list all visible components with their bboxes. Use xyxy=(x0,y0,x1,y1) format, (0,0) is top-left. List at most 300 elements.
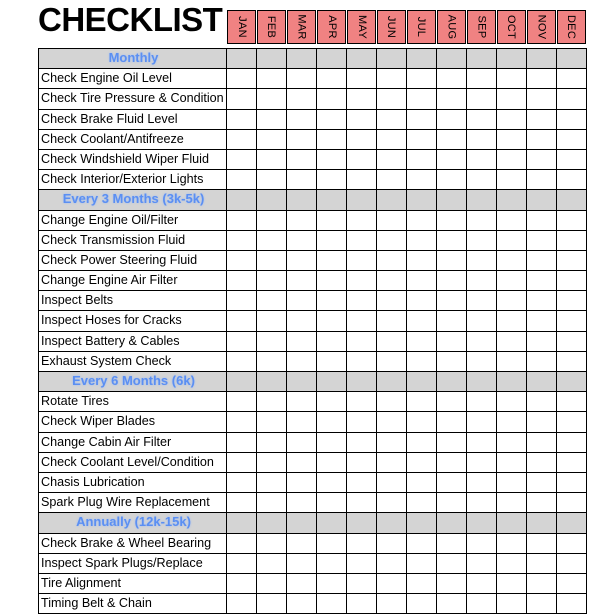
check-cell-sep[interactable] xyxy=(467,110,497,130)
check-cell-apr[interactable] xyxy=(317,170,347,190)
check-cell-nov[interactable] xyxy=(527,130,557,150)
check-cell-jul[interactable] xyxy=(407,352,437,372)
check-cell-apr[interactable] xyxy=(317,311,347,331)
check-cell-apr[interactable] xyxy=(317,251,347,271)
check-cell-feb[interactable] xyxy=(257,392,287,412)
check-cell-aug[interactable] xyxy=(437,493,467,513)
check-cell-jun[interactable] xyxy=(377,574,407,594)
check-cell-dec[interactable] xyxy=(557,130,587,150)
check-cell-oct[interactable] xyxy=(497,332,527,352)
check-cell-oct[interactable] xyxy=(497,493,527,513)
check-cell-may[interactable] xyxy=(347,311,377,331)
check-cell-apr[interactable] xyxy=(317,69,347,89)
check-cell-jul[interactable] xyxy=(407,412,437,432)
check-cell-mar[interactable] xyxy=(287,433,317,453)
check-cell-oct[interactable] xyxy=(497,392,527,412)
check-cell-mar[interactable] xyxy=(287,473,317,493)
check-cell-apr[interactable] xyxy=(317,89,347,109)
check-cell-jun[interactable] xyxy=(377,69,407,89)
check-cell-jun[interactable] xyxy=(377,412,407,432)
check-cell-feb[interactable] xyxy=(257,110,287,130)
section-label: Annually (12k-15k) xyxy=(39,513,227,533)
check-cell-jun[interactable] xyxy=(377,291,407,311)
check-cell-apr[interactable] xyxy=(317,493,347,513)
check-cell-feb[interactable] xyxy=(257,493,287,513)
check-cell-sep[interactable] xyxy=(467,69,497,89)
check-cell-dec[interactable] xyxy=(557,211,587,231)
check-cell-may[interactable] xyxy=(347,332,377,352)
check-cell-dec[interactable] xyxy=(557,493,587,513)
check-cell-jun[interactable] xyxy=(377,352,407,372)
check-cell-oct[interactable] xyxy=(497,271,527,291)
check-cell-nov[interactable] xyxy=(527,211,557,231)
month-header-apr xyxy=(317,10,346,44)
check-cell-sep[interactable] xyxy=(467,231,497,251)
check-cell-feb[interactable] xyxy=(257,352,287,372)
check-cell-jul[interactable] xyxy=(407,493,437,513)
check-cell-aug[interactable] xyxy=(437,130,467,150)
check-cell-mar[interactable] xyxy=(287,412,317,432)
check-cell-jun[interactable] xyxy=(377,311,407,331)
check-cell-aug[interactable] xyxy=(437,554,467,574)
check-cell-feb[interactable] xyxy=(257,69,287,89)
check-cell-feb[interactable] xyxy=(257,291,287,311)
check-cell-nov[interactable] xyxy=(527,534,557,554)
check-cell-oct[interactable] xyxy=(497,110,527,130)
check-cell-jul[interactable] xyxy=(407,534,437,554)
check-cell-sep[interactable] xyxy=(467,554,497,574)
check-cell-oct[interactable] xyxy=(497,170,527,190)
check-cell-jan[interactable] xyxy=(227,170,257,190)
check-cell-may[interactable] xyxy=(347,594,377,614)
check-cell-oct[interactable] xyxy=(497,150,527,170)
check-cell-dec[interactable] xyxy=(557,110,587,130)
check-cell-feb[interactable] xyxy=(257,130,287,150)
check-cell-dec[interactable] xyxy=(557,251,587,271)
check-cell-jun[interactable] xyxy=(377,150,407,170)
check-cell-feb[interactable] xyxy=(257,211,287,231)
check-cell-apr[interactable] xyxy=(317,554,347,574)
check-cell-jul[interactable] xyxy=(407,110,437,130)
check-cell-oct[interactable] xyxy=(497,69,527,89)
check-cell-sep[interactable] xyxy=(467,352,497,372)
check-cell-jul[interactable] xyxy=(407,332,437,352)
check-cell-aug[interactable] xyxy=(437,311,467,331)
check-cell-mar[interactable] xyxy=(287,89,317,109)
check-cell-oct[interactable] xyxy=(497,231,527,251)
check-cell-oct[interactable] xyxy=(497,594,527,614)
check-cell-feb[interactable] xyxy=(257,594,287,614)
check-cell-jun[interactable] xyxy=(377,433,407,453)
check-cell-jun[interactable] xyxy=(377,392,407,412)
check-cell-oct[interactable] xyxy=(497,311,527,331)
check-cell-jan[interactable] xyxy=(227,433,257,453)
check-cell-sep[interactable] xyxy=(467,473,497,493)
check-cell-jul[interactable] xyxy=(407,594,437,614)
check-cell-oct[interactable] xyxy=(497,534,527,554)
check-cell-nov[interactable] xyxy=(527,473,557,493)
check-cell-apr[interactable] xyxy=(317,534,347,554)
check-cell-apr[interactable] xyxy=(317,433,347,453)
check-cell-jun[interactable] xyxy=(377,594,407,614)
check-cell-aug[interactable] xyxy=(437,251,467,271)
check-cell-jan[interactable] xyxy=(227,150,257,170)
check-cell-dec[interactable] xyxy=(557,594,587,614)
check-cell-sep[interactable] xyxy=(467,271,497,291)
check-cell-mar[interactable] xyxy=(287,332,317,352)
table-row xyxy=(39,534,587,554)
check-cell-may[interactable] xyxy=(347,130,377,150)
check-cell-dec[interactable] xyxy=(557,574,587,594)
check-cell-mar[interactable] xyxy=(287,170,317,190)
check-cell-feb[interactable] xyxy=(257,433,287,453)
check-cell-may[interactable] xyxy=(347,251,377,271)
check-cell-jan[interactable] xyxy=(227,554,257,574)
check-cell-sep[interactable] xyxy=(467,211,497,231)
check-cell-apr[interactable] xyxy=(317,211,347,231)
check-cell-nov[interactable] xyxy=(527,271,557,291)
check-cell-aug[interactable] xyxy=(437,291,467,311)
check-cell-may[interactable] xyxy=(347,493,377,513)
check-cell-jul[interactable] xyxy=(407,433,437,453)
check-cell-nov[interactable] xyxy=(527,574,557,594)
check-cell-mar[interactable] xyxy=(287,311,317,331)
check-cell-may[interactable] xyxy=(347,352,377,372)
check-cell-nov[interactable] xyxy=(527,433,557,453)
check-cell-may[interactable] xyxy=(347,271,377,291)
check-cell-jan[interactable] xyxy=(227,311,257,331)
check-cell-may[interactable] xyxy=(347,110,377,130)
check-cell-aug[interactable] xyxy=(437,69,467,89)
check-cell-may[interactable] xyxy=(347,211,377,231)
task-label: Rotate Tires xyxy=(39,392,227,412)
check-cell-jul[interactable] xyxy=(407,251,437,271)
check-cell-dec[interactable] xyxy=(557,392,587,412)
check-cell-dec[interactable] xyxy=(557,170,587,190)
check-cell-mar[interactable] xyxy=(287,554,317,574)
check-cell-mar[interactable] xyxy=(287,271,317,291)
check-cell-jun[interactable] xyxy=(377,493,407,513)
check-cell-nov[interactable] xyxy=(527,69,557,89)
check-cell-may[interactable] xyxy=(347,392,377,412)
check-cell-aug[interactable] xyxy=(437,534,467,554)
check-cell-apr[interactable] xyxy=(317,110,347,130)
check-cell-apr[interactable] xyxy=(317,574,347,594)
check-cell-sep[interactable] xyxy=(467,170,497,190)
check-cell-aug[interactable] xyxy=(437,150,467,170)
check-cell-apr[interactable] xyxy=(317,594,347,614)
check-cell-mar[interactable] xyxy=(287,130,317,150)
month-label: JUL xyxy=(415,16,428,38)
check-cell-jul[interactable] xyxy=(407,554,437,574)
check-cell-oct[interactable] xyxy=(497,412,527,432)
check-cell-apr[interactable] xyxy=(317,332,347,352)
check-cell-jul[interactable] xyxy=(407,291,437,311)
check-cell-sep[interactable] xyxy=(467,594,497,614)
check-cell-jul[interactable] xyxy=(407,231,437,251)
check-cell-mar[interactable] xyxy=(287,594,317,614)
check-cell-sep[interactable] xyxy=(467,453,497,473)
check-cell-dec[interactable] xyxy=(557,433,587,453)
check-cell-jul[interactable] xyxy=(407,392,437,412)
check-cell-oct[interactable] xyxy=(497,453,527,473)
check-cell-jan[interactable] xyxy=(227,392,257,412)
check-cell-nov[interactable] xyxy=(527,231,557,251)
check-cell-nov[interactable] xyxy=(527,89,557,109)
check-cell-jan[interactable] xyxy=(227,110,257,130)
check-cell-feb[interactable] xyxy=(257,231,287,251)
check-cell-jun[interactable] xyxy=(377,473,407,493)
check-cell-nov[interactable] xyxy=(527,291,557,311)
check-cell-may[interactable] xyxy=(347,170,377,190)
check-cell-aug[interactable] xyxy=(437,271,467,291)
check-cell-jul[interactable] xyxy=(407,69,437,89)
check-cell-sep[interactable] xyxy=(467,251,497,271)
check-cell-sep[interactable] xyxy=(467,332,497,352)
check-cell-apr[interactable] xyxy=(317,352,347,372)
check-cell-apr[interactable] xyxy=(317,231,347,251)
check-cell-oct[interactable] xyxy=(497,211,527,231)
check-cell-feb[interactable] xyxy=(257,271,287,291)
check-cell-nov[interactable] xyxy=(527,594,557,614)
check-cell-feb[interactable] xyxy=(257,251,287,271)
check-cell-aug[interactable] xyxy=(437,231,467,251)
check-cell-jan[interactable] xyxy=(227,352,257,372)
check-cell-mar[interactable] xyxy=(287,251,317,271)
check-cell-mar[interactable] xyxy=(287,453,317,473)
check-cell-aug[interactable] xyxy=(437,433,467,453)
check-cell-oct[interactable] xyxy=(497,291,527,311)
check-cell-dec[interactable] xyxy=(557,332,587,352)
check-cell-apr[interactable] xyxy=(317,291,347,311)
check-cell-mar[interactable] xyxy=(287,110,317,130)
check-cell-jun[interactable] xyxy=(377,211,407,231)
check-cell-oct[interactable] xyxy=(497,89,527,109)
check-cell-jun[interactable] xyxy=(377,534,407,554)
check-cell-feb[interactable] xyxy=(257,89,287,109)
check-cell-nov[interactable] xyxy=(527,392,557,412)
check-cell-nov[interactable] xyxy=(527,453,557,473)
check-cell-mar[interactable] xyxy=(287,392,317,412)
check-cell-jul[interactable] xyxy=(407,453,437,473)
check-cell-dec[interactable] xyxy=(557,453,587,473)
check-cell-nov[interactable] xyxy=(527,170,557,190)
check-cell-oct[interactable] xyxy=(497,251,527,271)
check-cell-sep[interactable] xyxy=(467,150,497,170)
check-cell-jul[interactable] xyxy=(407,574,437,594)
check-cell-feb[interactable] xyxy=(257,150,287,170)
check-cell-may[interactable] xyxy=(347,150,377,170)
check-cell-may[interactable] xyxy=(347,291,377,311)
check-cell-mar[interactable] xyxy=(287,150,317,170)
check-cell-feb[interactable] xyxy=(257,554,287,574)
check-cell-mar[interactable] xyxy=(287,574,317,594)
check-cell-feb[interactable] xyxy=(257,332,287,352)
check-cell-feb[interactable] xyxy=(257,453,287,473)
check-cell-mar[interactable] xyxy=(287,352,317,372)
check-cell-oct[interactable] xyxy=(497,130,527,150)
check-cell-feb[interactable] xyxy=(257,412,287,432)
check-cell-jun[interactable] xyxy=(377,170,407,190)
check-cell-jun[interactable] xyxy=(377,130,407,150)
check-cell-jan[interactable] xyxy=(227,453,257,473)
check-cell-apr[interactable] xyxy=(317,453,347,473)
check-cell-may[interactable] xyxy=(347,69,377,89)
check-cell-dec[interactable] xyxy=(557,69,587,89)
check-cell-jan[interactable] xyxy=(227,69,257,89)
check-cell-nov[interactable] xyxy=(527,412,557,432)
check-cell-jan[interactable] xyxy=(227,534,257,554)
check-cell-jan[interactable] xyxy=(227,594,257,614)
check-cell-dec[interactable] xyxy=(557,534,587,554)
table-row xyxy=(39,453,587,473)
check-cell-sep[interactable] xyxy=(467,392,497,412)
check-cell-oct[interactable] xyxy=(497,433,527,453)
check-cell-jul[interactable] xyxy=(407,89,437,109)
check-cell-jul[interactable] xyxy=(407,211,437,231)
section-fill-cell xyxy=(557,513,587,533)
check-cell-jul[interactable] xyxy=(407,170,437,190)
check-cell-feb[interactable] xyxy=(257,574,287,594)
check-cell-feb[interactable] xyxy=(257,534,287,554)
check-cell-jun[interactable] xyxy=(377,110,407,130)
check-cell-may[interactable] xyxy=(347,554,377,574)
check-cell-may[interactable] xyxy=(347,433,377,453)
check-cell-jan[interactable] xyxy=(227,231,257,251)
check-cell-sep[interactable] xyxy=(467,291,497,311)
check-cell-may[interactable] xyxy=(347,473,377,493)
check-cell-apr[interactable] xyxy=(317,271,347,291)
check-cell-aug[interactable] xyxy=(437,392,467,412)
check-cell-oct[interactable] xyxy=(497,352,527,372)
check-cell-nov[interactable] xyxy=(527,251,557,271)
check-cell-aug[interactable] xyxy=(437,352,467,372)
check-cell-oct[interactable] xyxy=(497,574,527,594)
check-cell-dec[interactable] xyxy=(557,311,587,331)
check-cell-dec[interactable] xyxy=(557,473,587,493)
check-cell-nov[interactable] xyxy=(527,311,557,331)
check-cell-jun[interactable] xyxy=(377,251,407,271)
section-fill-cell xyxy=(287,372,317,392)
check-cell-dec[interactable] xyxy=(557,554,587,574)
check-cell-jan[interactable] xyxy=(227,332,257,352)
check-cell-aug[interactable] xyxy=(437,473,467,493)
check-cell-nov[interactable] xyxy=(527,554,557,574)
check-cell-oct[interactable] xyxy=(497,554,527,574)
check-cell-jun[interactable] xyxy=(377,554,407,574)
check-cell-aug[interactable] xyxy=(437,412,467,432)
check-cell-mar[interactable] xyxy=(287,534,317,554)
check-cell-jun[interactable] xyxy=(377,271,407,291)
check-cell-jan[interactable] xyxy=(227,412,257,432)
check-cell-aug[interactable] xyxy=(437,89,467,109)
check-cell-aug[interactable] xyxy=(437,594,467,614)
check-cell-sep[interactable] xyxy=(467,534,497,554)
check-cell-sep[interactable] xyxy=(467,412,497,432)
check-cell-dec[interactable] xyxy=(557,150,587,170)
check-cell-jan[interactable] xyxy=(227,291,257,311)
check-cell-jan[interactable] xyxy=(227,574,257,594)
check-cell-apr[interactable] xyxy=(317,130,347,150)
check-cell-jul[interactable] xyxy=(407,150,437,170)
check-cell-dec[interactable] xyxy=(557,291,587,311)
check-cell-feb[interactable] xyxy=(257,473,287,493)
check-cell-jan[interactable] xyxy=(227,251,257,271)
check-cell-apr[interactable] xyxy=(317,392,347,412)
check-cell-may[interactable] xyxy=(347,453,377,473)
check-cell-apr[interactable] xyxy=(317,473,347,493)
check-cell-feb[interactable] xyxy=(257,311,287,331)
check-cell-aug[interactable] xyxy=(437,332,467,352)
check-cell-dec[interactable] xyxy=(557,412,587,432)
check-cell-aug[interactable] xyxy=(437,211,467,231)
check-cell-sep[interactable] xyxy=(467,493,497,513)
check-cell-may[interactable] xyxy=(347,534,377,554)
check-cell-sep[interactable] xyxy=(467,433,497,453)
check-cell-jan[interactable] xyxy=(227,493,257,513)
check-cell-mar[interactable] xyxy=(287,211,317,231)
check-cell-dec[interactable] xyxy=(557,231,587,251)
check-cell-sep[interactable] xyxy=(467,311,497,331)
check-cell-nov[interactable] xyxy=(527,493,557,513)
check-cell-dec[interactable] xyxy=(557,89,587,109)
check-cell-jun[interactable] xyxy=(377,453,407,473)
task-label: Change Engine Air Filter xyxy=(39,271,227,291)
check-cell-dec[interactable] xyxy=(557,271,587,291)
check-cell-may[interactable] xyxy=(347,574,377,594)
check-cell-nov[interactable] xyxy=(527,352,557,372)
check-cell-jul[interactable] xyxy=(407,311,437,331)
check-cell-aug[interactable] xyxy=(437,110,467,130)
table-row xyxy=(39,110,587,130)
check-cell-mar[interactable] xyxy=(287,291,317,311)
check-cell-jul[interactable] xyxy=(407,473,437,493)
check-cell-nov[interactable] xyxy=(527,150,557,170)
check-cell-nov[interactable] xyxy=(527,110,557,130)
check-cell-mar[interactable] xyxy=(287,69,317,89)
check-cell-oct[interactable] xyxy=(497,473,527,493)
section-fill-cell xyxy=(407,190,437,210)
check-cell-jan[interactable] xyxy=(227,130,257,150)
check-cell-jun[interactable] xyxy=(377,89,407,109)
check-cell-aug[interactable] xyxy=(437,453,467,473)
check-cell-dec[interactable] xyxy=(557,352,587,372)
check-cell-jul[interactable] xyxy=(407,271,437,291)
check-cell-sep[interactable] xyxy=(467,89,497,109)
check-cell-sep[interactable] xyxy=(467,130,497,150)
check-cell-jan[interactable] xyxy=(227,89,257,109)
check-cell-jun[interactable] xyxy=(377,231,407,251)
check-cell-mar[interactable] xyxy=(287,493,317,513)
check-cell-nov[interactable] xyxy=(527,332,557,352)
check-cell-jul[interactable] xyxy=(407,130,437,150)
table-row xyxy=(39,89,587,109)
check-cell-may[interactable] xyxy=(347,231,377,251)
check-cell-may[interactable] xyxy=(347,89,377,109)
check-cell-apr[interactable] xyxy=(317,150,347,170)
check-cell-may[interactable] xyxy=(347,412,377,432)
check-cell-mar[interactable] xyxy=(287,231,317,251)
check-cell-apr[interactable] xyxy=(317,412,347,432)
check-cell-jan[interactable] xyxy=(227,271,257,291)
check-cell-jun[interactable] xyxy=(377,332,407,352)
check-cell-feb[interactable] xyxy=(257,170,287,190)
check-cell-sep[interactable] xyxy=(467,574,497,594)
check-cell-aug[interactable] xyxy=(437,574,467,594)
check-cell-aug[interactable] xyxy=(437,170,467,190)
check-cell-jan[interactable] xyxy=(227,211,257,231)
check-cell-jan[interactable] xyxy=(227,473,257,493)
